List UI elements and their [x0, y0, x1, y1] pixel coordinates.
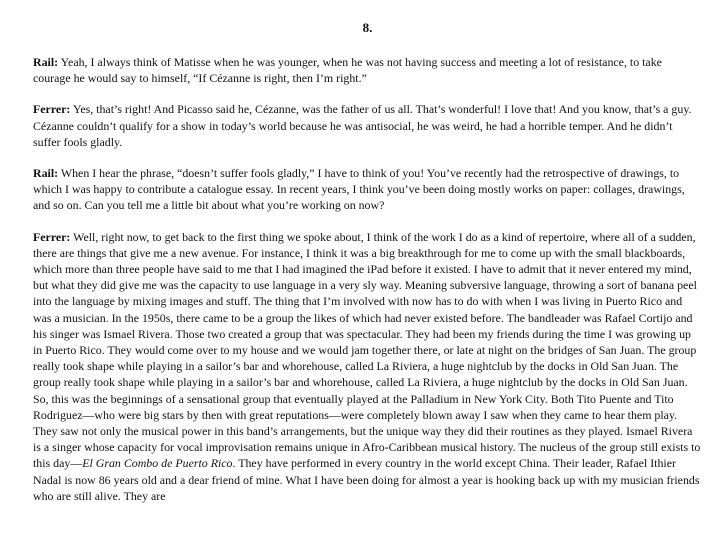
paragraph-text: When I hear the phrase, “doesn’t suffer fools gladly,” I have to think of you! You’ve recently had the retrospective of drawings, to which I was happy to contribute a catalogue essay. In recent years, I think you’ve been doing mostly works on paper: collages, drawings, and so on. Can you tell me a little bit about what you’re working on now? [33, 166, 685, 213]
speaker-label: Rail: [33, 55, 59, 69]
paragraph-ferrer-2 [33, 229, 702, 504]
paragraph-rail-1 [33, 54, 702, 86]
paragraph-text-continued: . They have performed in every country in the world except China. Their leader, Rafael Ithier Nadal is now 86 years old and a dear friend of mine. What I have been doing for almost a year is hooking back up with my musician friends who are still alive. They are [33, 456, 700, 503]
paragraph-text: Well, right now, to get back to the first thing we spoke about, I think of the work I do as a kind of repertoire, where all of a sudden, there are things that give me a new avenue. For instance, I think it was a big breakthrough for me to come up with the small blackboards, which more than three people have said to me that I had imagined the iPad before it existed. I have to admit that it never entered my mind, but what they did give me was the capacity to use language in a very sly way. Meaning subversive language, throwing a sort of banana peel into the language by mixing images and stuff. The thing that I’m involved with now has to do with when I was living in Puerto Rico and was a musician. In the 1950s, there came to be a group the likes of which had never existed before. The bandleader was Rafael Cortijo and his singer was Ismael Rivera. Those two created a group that was spectacular. They had been my friends during the time I was growing up in Puerto Rico. They would come over to my house and we would jam together there, or late at night on the bridges of San Juan. The group really took shape while playing in a sailor’s bar and whorehouse, called La Riviera, a huge nightclub by the docks in Old San Juan. The group really took shape while playing in a sailor’s bar and whorehouse, called La Riviera, a huge nightclub by the docks in Old San Juan. So, this was the beginnings of a sensational group that eventually played at the Palladium in New York City. Both Tito Puente and Tito Rodriguez—who were big stars by then with great reputations—were completely blown away I saw when they came to hear them play. They saw not only the musical power in this band’s arrangements, but the unique way they did their routines as they played. Ismael Rivera is a singer whose capacity for vocal improvisation remains unique in Afro-Caribbean musical history. The nucleus of the group still exists to this day— [33, 229, 701, 471]
speaker-label: Rail: [33, 166, 59, 181]
paragraph-rail-2 [33, 165, 702, 214]
paragraph-text: Yes, that’s right! And Picasso said he, Cézanne, was the father of us all. That’s wonderful! I love that! And you know, that’s a guy. Cézanne couldn’t qualify for a show in today’s world because he was antisocial, he was weird, he had a horrible temper. And he didn’t suffer fools gladly. [33, 102, 692, 149]
speaker-label: Ferrer: [33, 229, 71, 244]
speaker-label: Ferrer: [33, 102, 71, 117]
paragraph-ferrer-1 [33, 101, 702, 150]
paragraph-text: Yeah, I always think of Matisse when he was younger, when he was not having success and meeting a lot of resistance, to take courage he would say to himself, “If Cézanne is right, then I’m right.” [33, 55, 662, 86]
page-number: 8. [362, 20, 373, 35]
band-name-italic: El Gran Combo de Puerto Rico [82, 456, 233, 471]
